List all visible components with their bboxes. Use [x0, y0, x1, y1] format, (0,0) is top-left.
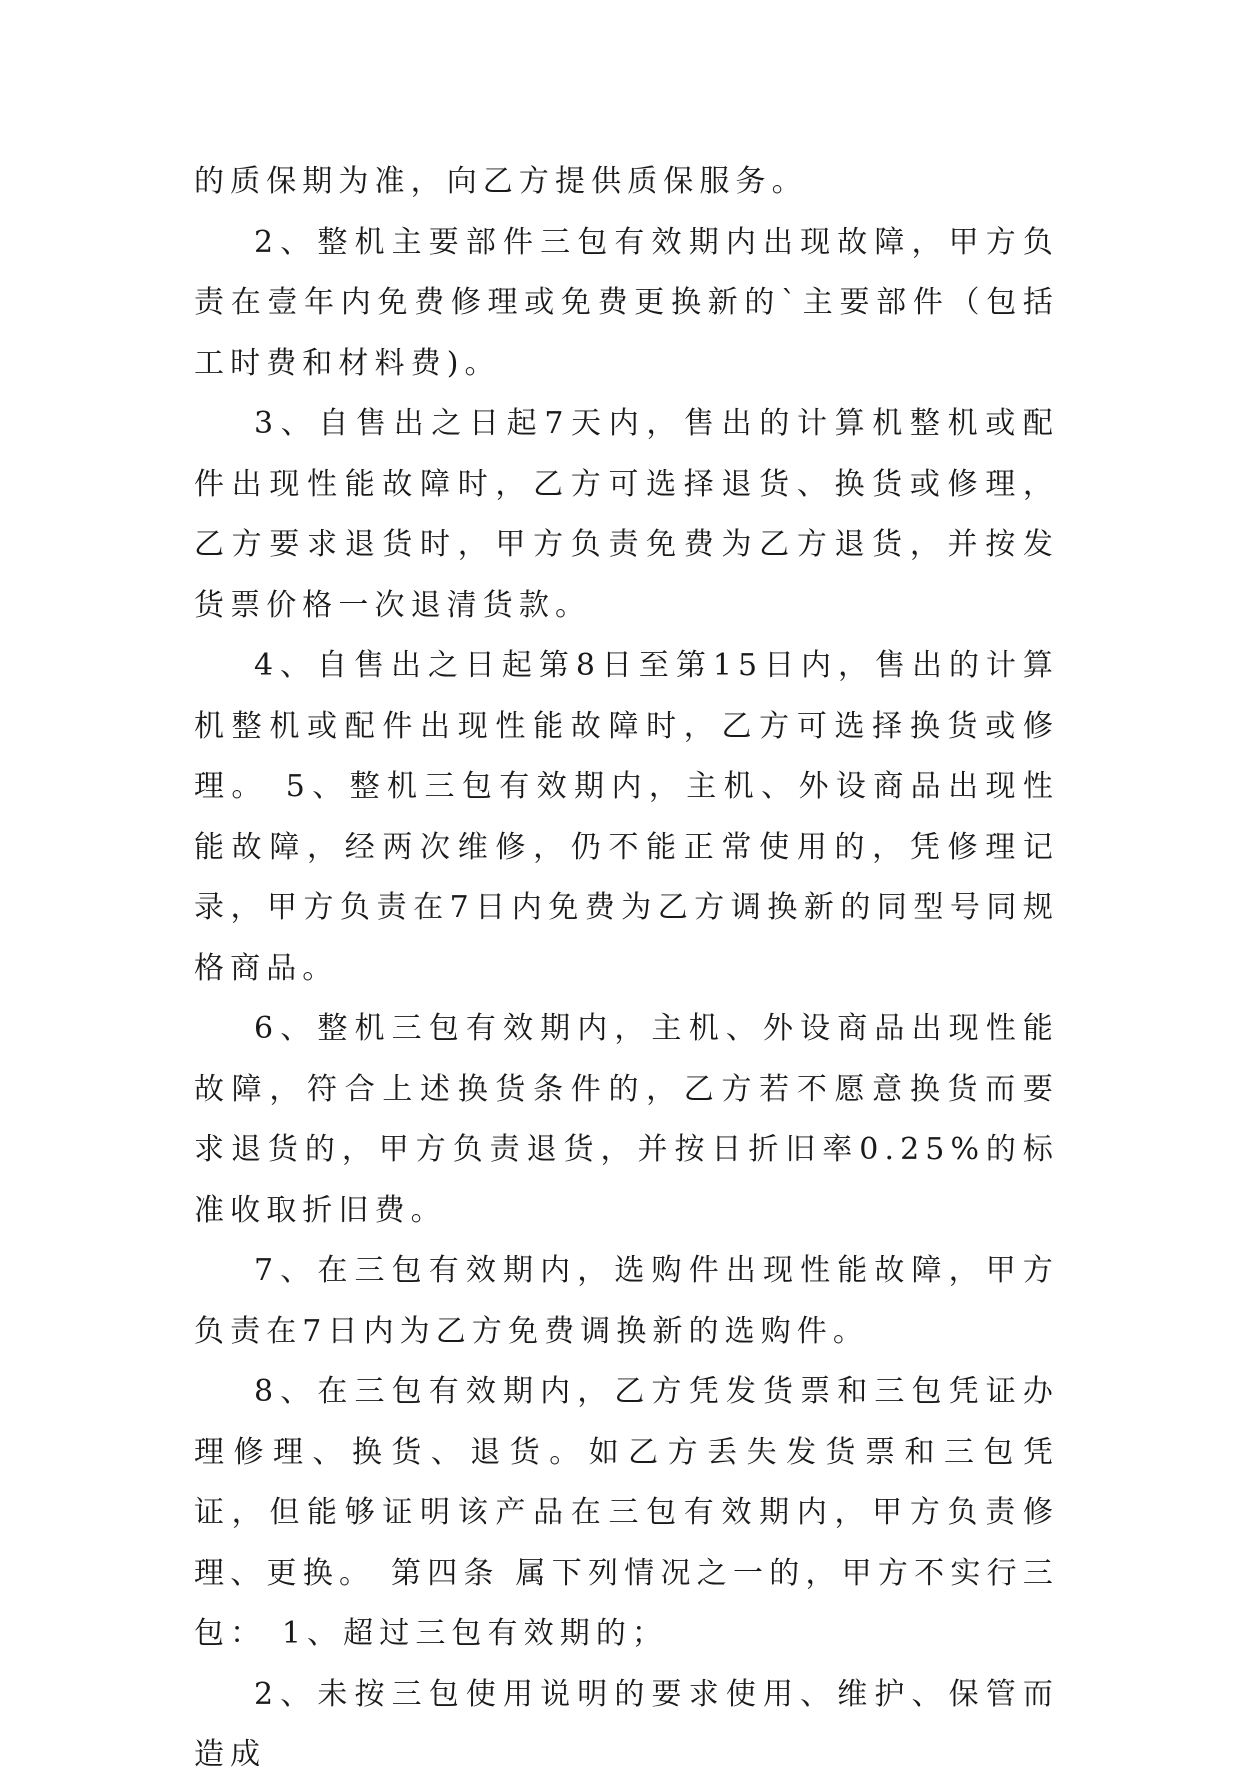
paragraph-8: 2、未按三包使用说明的要求使用、维护、保管而造成: [194, 1676, 1059, 1772]
paragraph-1: 的质保期为准，向乙方提供质保服务。: [194, 164, 808, 199]
paragraph-5: 6、整机三包有效期内，主机、外设商品出现性能故障，符合上述换货条件的，乙方若不愿意换货而要求退货的，甲方负责退货，并按日折旧率0.25%的标准收取折旧费。: [194, 1011, 1059, 1228]
paragraph-7: 8、在三包有效期内，乙方凭发货票和三包凭证办理修理、换货、退货。如乙方丢失发货票和三包凭证，但能够证明该产品在三包有效期内，甲方负责修理、更换。 第四条 属下列情况之一的，甲方不实行三包： 1、超过三包有效期的；: [194, 1374, 1059, 1651]
document-body: [194, 152, 1059, 1786]
paragraph-6: 7、在三包有效期内，选购件出现性能故障，甲方负责在7日内为乙方免费调换新的选购件。: [194, 1253, 1059, 1349]
paragraph-2: 2、整机主要部件三包有效期内出现故障，甲方负责在壹年内免费修理或免费更换新的`主要部件（包括工时费和材料费)。: [194, 224, 1059, 381]
paragraph-3: 3、自售出之日起7天内，售出的计算机整机或配件出现性能故障时，乙方可选择退货、换货或修理，乙方要求退货时，甲方负责免费为乙方退货，并按发货票价格一次退清货款。: [194, 406, 1059, 623]
paragraph-4: 4、自售出之日起第8日至第15日内，售出的计算机整机或配件出现性能故障时，乙方可选择换货或修理。 5、整机三包有效期内，主机、外设商品出现性能故障，经两次维修，仍不能正常使用的，凭修理记录，甲方负责在7日内免费为乙方调换新的同型号同规格商品。: [194, 648, 1059, 986]
